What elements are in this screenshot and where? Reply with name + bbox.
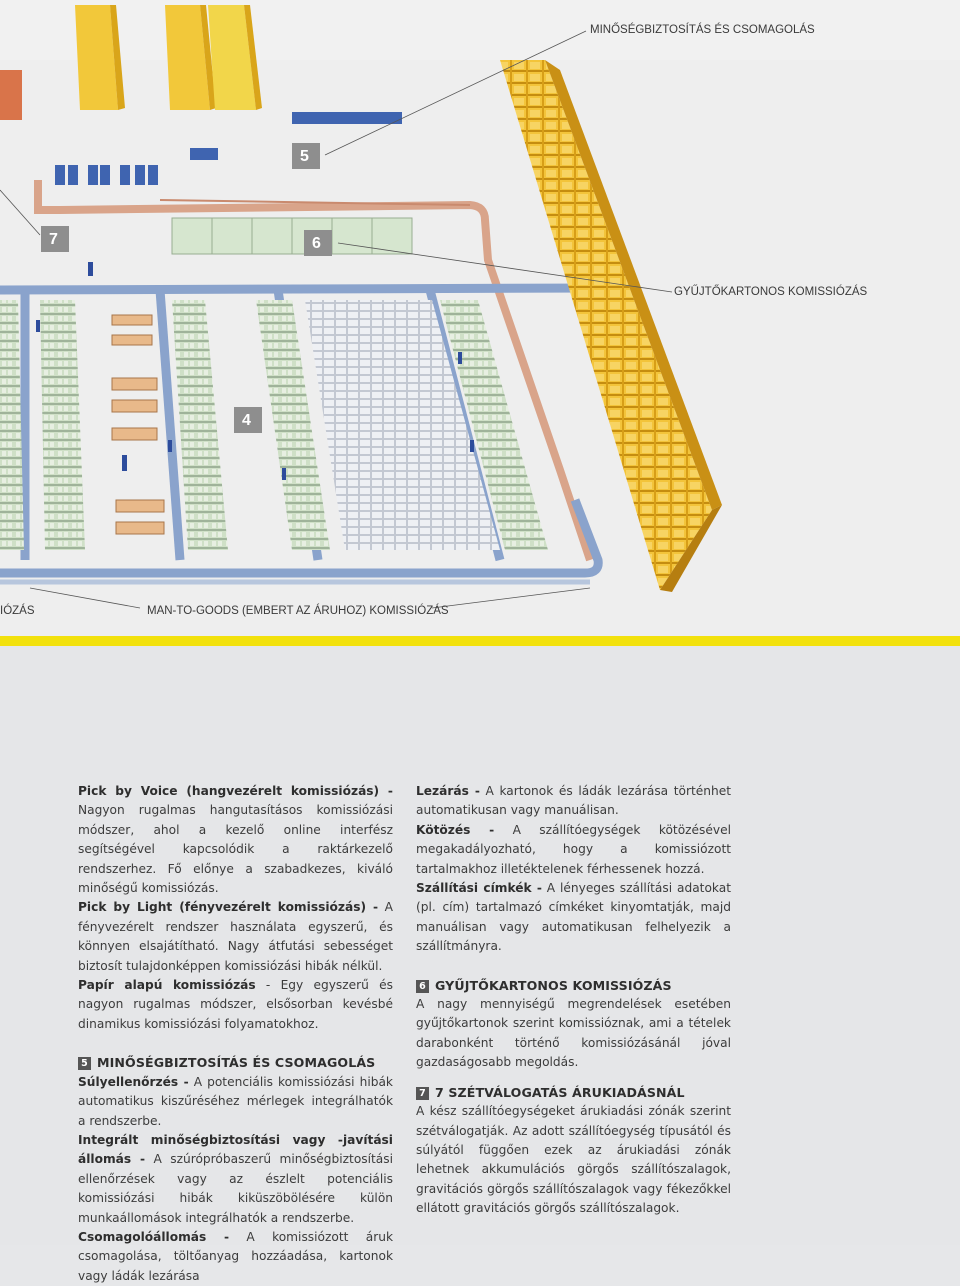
sealing-paragraph xyxy=(416,782,731,821)
callout-tote-picking: GYŰJTŐKARTONOS KOMISSIÓZÁS xyxy=(674,286,868,298)
section-7-title: 7 SZÉTVÁLOGATÁS ÁRUKIADÁSNÁL xyxy=(435,1084,685,1100)
section-6-title: GYŰJTŐKARTONOS KOMISSIÓZÁS xyxy=(435,977,672,993)
integrated-station-text: A szúrópróbaszerű minőségbiztosítási ellenőrzések vagy az észlelt potenciális komissiózási hibák kiküszöbölésére külön munkaállomások integrálhatók a rendszerbe. xyxy=(78,1152,393,1225)
weight-check-text: A potenciális komissiózási hibák automatikus kiszűréséhez mérlegek integrálhatók a rendszerbe. xyxy=(78,1074,393,1128)
section-5-title: MINŐSÉGBIZTOSÍTÁS ÉS CSOMAGOLÁS xyxy=(97,1055,376,1071)
strapping-text: A szállítóegységek kötözésével megakadályozható, hogy a komissiózott tartalmakhoz illetéktelenek férhessenek hozzá. xyxy=(416,822,732,876)
section-6-text: A nagy mennyiségű megrendelések esetében gyűjtőkartonok szerint komissióznak, ami a tételek darabonként történő komissiózásánál jóval gazdaságosabb megoldás. xyxy=(416,997,731,1070)
section-7-number: 7 xyxy=(416,1087,429,1100)
weight-check-paragraph xyxy=(78,1073,393,1131)
integrated-station-paragraph xyxy=(78,1131,393,1228)
section-7-heading xyxy=(416,1083,731,1102)
pallets xyxy=(112,315,164,534)
section-5-heading xyxy=(78,1053,393,1072)
back-wall xyxy=(0,0,960,60)
pick-by-voice-paragraph xyxy=(78,782,393,898)
pick-by-light-paragraph xyxy=(78,898,393,976)
blue-racks-upper xyxy=(55,112,402,185)
left-text-column xyxy=(78,782,393,1286)
warehouse-layout-drawing xyxy=(0,0,960,636)
badge-5: 5 xyxy=(300,148,309,165)
sealing-term: Lezárás - xyxy=(416,784,480,798)
paper-picking-term: Papír alapú komissiózás xyxy=(78,978,256,993)
left-block xyxy=(0,70,22,120)
section-7-text: A kész szállítóegységeket árukiadási zónák szerint szétválogatják. Az adott szállítóegység típusától és súlyától függően ezek az árukiadási zónák lehetnek akkumulációs görgős szállítószalagok, gravitációs görgős szállítószalagok vagy fékezőkkel ellátott gravitációs görgős szállítószalagok. xyxy=(416,1104,731,1216)
badge-4: 4 xyxy=(242,412,251,429)
badge-7: 7 xyxy=(49,231,58,248)
strapping-term: Kötözés - xyxy=(416,822,495,837)
shipping-label-paragraph xyxy=(416,879,731,957)
right-text-column xyxy=(416,782,731,1219)
section-6-heading xyxy=(416,976,731,995)
strapping-paragraph xyxy=(416,821,731,879)
pick-by-light-term: Pick by Light (fényvezérelt komissiózás) - xyxy=(78,900,379,915)
packing-station-paragraph xyxy=(78,1228,393,1286)
badge-6: 6 xyxy=(312,235,321,252)
pick-by-voice-term: Pick by Voice (hangvezérelt komissiózás) - xyxy=(78,784,393,798)
callout-man-to-goods: MAN-TO-GOODS (EMBERT AZ ÁRUHOZ) KOMISSIÓZÁS xyxy=(147,605,449,617)
pick-by-light-text: A fényvezérelt rendszer használata egyszerű, és könnyen elsajátítható. Nagy átfutási sebességet biztosít tulajdonképpen komissiózási hibák nélkül. xyxy=(78,900,393,973)
warehouse-illustration xyxy=(0,0,960,636)
callout-qa-packing: MINŐSÉGBIZTOSÍTÁS ÉS CSOMAGOLÁS xyxy=(590,24,815,36)
shipping-label-text: A lényeges szállítási adatokat (pl. cím) tartalmazó címkéket kinyomtatják, majd manuálisan vagy automatikusan felhelyezik a szállítmányra. xyxy=(416,881,731,954)
section-6-number: 6 xyxy=(416,980,429,993)
section-5-number: 5 xyxy=(78,1057,91,1070)
packing-station-text: A komissiózott áruk csomagolása, töltőanyag hozzáadása, kartonok vagy ládák lezárása xyxy=(78,1229,394,1283)
shipping-label-term: Szállítási címkék - xyxy=(416,881,542,896)
paper-picking-text: - Egy egyszerű és nagyon rugalmas módszer, elsősorban kevésbé dinamikus komissiózási folyamatokhoz. xyxy=(78,978,393,1031)
yellow-rack-columns xyxy=(75,5,262,110)
callout-left-cut: IÓZÁS xyxy=(0,605,35,617)
sealing-text: A kartonok és ládák lezárása történhet automatikusan vagy manuálisan. xyxy=(416,784,732,818)
pick-by-voice-text: Nagyon rugalmas hangutasításos komissiózási módszer, ahol a kezelő online interfész segítségével kapcsolódik a raktárkezelő rendszerhez. Fő előnye a szabadkezes, kiváló minőségű komissiózás. xyxy=(78,803,393,896)
weight-check-term: Súlyellenőrzés - xyxy=(78,1074,189,1089)
yellow-divider-stripe xyxy=(0,636,960,646)
packing-station-term: Csomagolóállomás - xyxy=(78,1229,230,1244)
integrated-station-term: Integrált minőségbiztosítási vagy -javítási állomás - xyxy=(78,1132,393,1167)
paper-picking-paragraph xyxy=(78,976,393,1034)
